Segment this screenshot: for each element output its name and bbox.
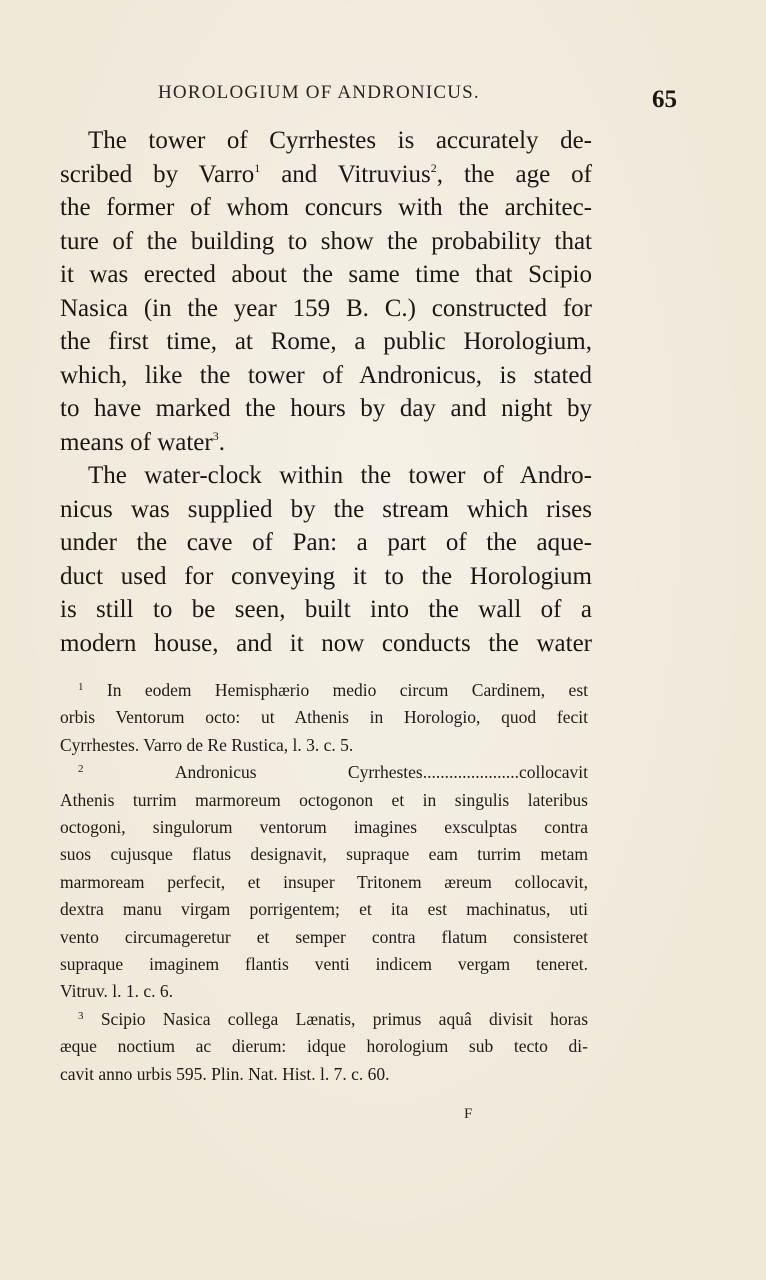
footnote-2-line: Vitruv. l. 1. c. 6. xyxy=(60,981,174,1002)
footnote-ref: 3 xyxy=(212,428,219,443)
footnote-3-line: cavit anno urbis 595. Plin. Nat. Hist. l. 7. c. 60. xyxy=(60,1063,390,1084)
text-line: Nasica (in the year 159 B. C.) constructed for xyxy=(60,294,592,322)
footnote-3-line: æque noctium ac dierum: idque horologium sub tecto di- xyxy=(60,1036,588,1057)
signature-mark: F xyxy=(464,1106,473,1122)
footnote-2-line: $^2$ Andronicus Cyrrhestes......................collocavit xyxy=(78,762,588,783)
text-line: means of water$^3$. xyxy=(60,428,225,456)
text-line: ture of the building to show the probability that xyxy=(60,227,592,255)
footnote-mark: 3 xyxy=(78,1009,84,1022)
text-line: scribed by Varro$^1$ and Vitruvius$^2$, the age of xyxy=(60,160,592,188)
footnote-2-line: dextra manu virgam porrigentem; et ita est machinatus, uti xyxy=(60,899,588,920)
footnote-2-line: marmoream perfecit, et insuper Tritonem æreum collocavit, xyxy=(60,871,588,892)
text-line: modern house, and it now conducts the water xyxy=(60,629,592,657)
text-line: is still to be seen, built into the wall of a xyxy=(60,596,592,623)
footnote-3-line: $^3$ Scipio Nasica collega Lænatis, primus aquâ divisit horas xyxy=(78,1008,589,1029)
main-text xyxy=(60,124,592,660)
text-line: it was erected about the same time that Scipio xyxy=(60,261,592,288)
running-title: HOROLOGIUM OF ANDRONICUS. xyxy=(158,82,480,103)
footnote-2-line: Athenis turrim marmoreum octogonon et in singulis lateribus xyxy=(60,789,588,810)
footnote-1-line: Cyrrhestes. Varro de Re Rustica, l. 3. c. 5. xyxy=(60,734,354,755)
footnote-2-line: supraque imaginem flantis venti indicem vergam teneret. xyxy=(60,954,588,975)
text-line: nicus was supplied by the stream which rises xyxy=(60,495,592,523)
footnote-2-line: suos cujusque flatus designavit, supraque eam turrim metam xyxy=(60,844,588,865)
footnotes xyxy=(60,677,588,1088)
footnote-1-line: orbis Ventorum octo: ut Athenis in Horologio, quod fecit xyxy=(60,707,588,728)
page-number: 65 xyxy=(652,86,677,113)
text-line: The water-clock within the tower of Andro- xyxy=(88,462,592,489)
footnote-mark: 1 xyxy=(78,681,84,693)
footnote-mark: 2 xyxy=(78,763,84,776)
text-line: under the cave of Pan: a part of the aque- xyxy=(60,529,592,556)
footnote-2-line: vento circumageretur et semper contra flatum consisteret xyxy=(60,926,588,947)
footnote-ref: 2 xyxy=(430,160,437,175)
text-line: The tower of Cyrrhestes is accurately de- xyxy=(88,127,592,154)
text-line: to have marked the hours by day and night by xyxy=(60,395,592,422)
text-line: which, like the tower of Andronicus, is stated xyxy=(60,361,592,389)
page-header xyxy=(0,80,766,120)
footnote-2-line: octogoni, singulorum ventorum imagines exsculptas contra xyxy=(60,817,588,838)
footnote-ref: 1 xyxy=(254,160,261,175)
text-line: the first time, at Rome, a public Horologium, xyxy=(60,328,592,355)
text-line: the former of whom concurs with the architec- xyxy=(60,194,592,221)
footnote-1-line: $^1$ In eodem Hemisphærio medio circum Cardinem, est xyxy=(78,680,588,700)
text-line: duct used for conveying it to the Horologium xyxy=(60,562,592,590)
